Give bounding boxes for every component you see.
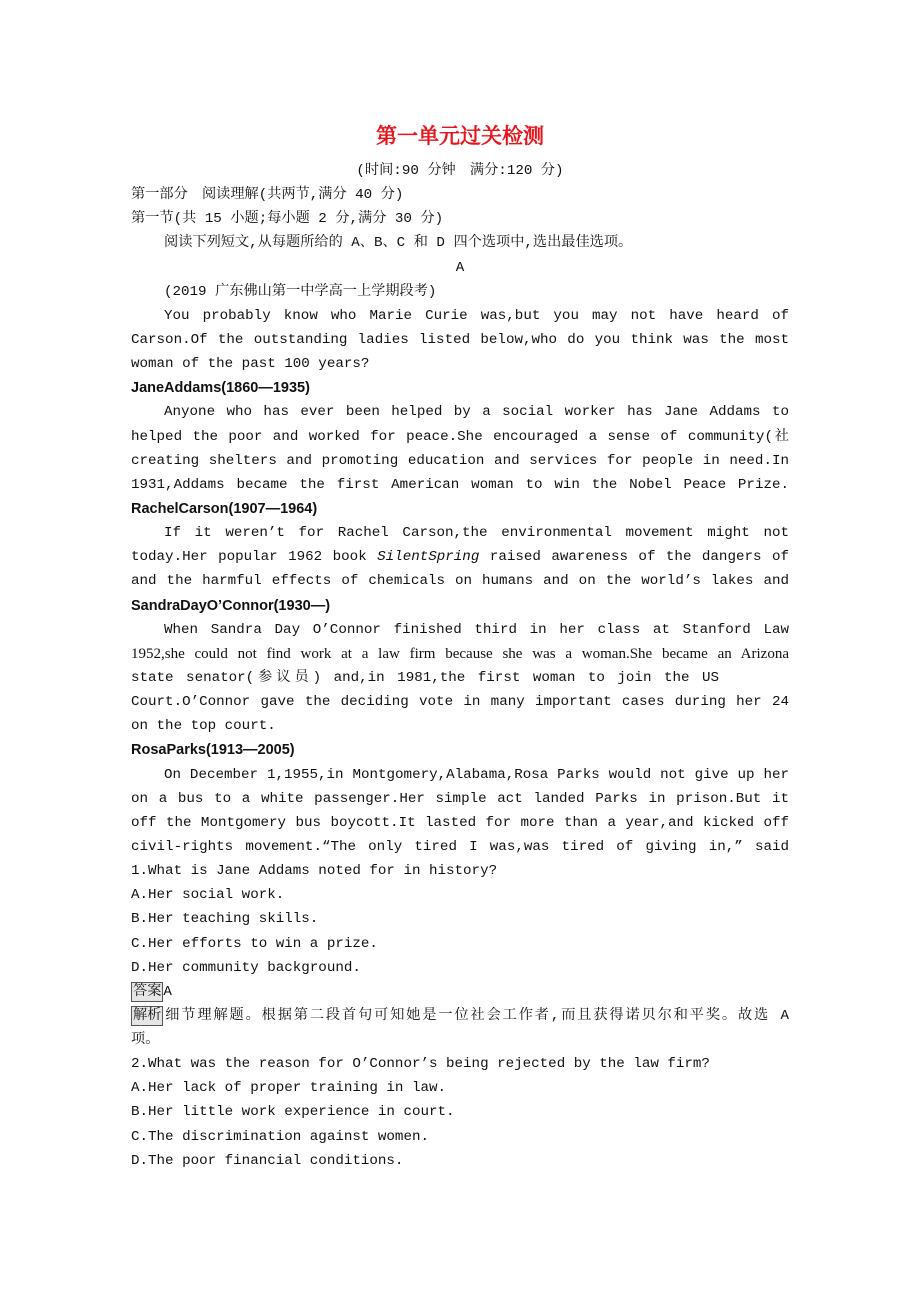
option: C.Her efforts to win a prize. — [131, 935, 378, 952]
heading-addams: JaneAddams(1860—1935) — [131, 380, 310, 397]
option: D.The poor financial conditions. — [131, 1152, 404, 1169]
intro-line: You probably know who Marie Curie was,but you may not have heard of — [164, 307, 789, 324]
text: raised awareness of the dangers of — [489, 549, 789, 566]
option: C.The discrimination against women. — [131, 1128, 429, 1145]
paragraph-line: on a bus to a white passenger.Her simple act landed Parks in prison.But it — [131, 790, 789, 807]
text: today.Her popular 1962 book — [131, 549, 378, 566]
passage-label: A — [455, 259, 465, 276]
paragraph-line: helped the poor and worked for peace.She encouraged a sense of community(社 — [131, 428, 789, 445]
analysis-text: 细节理解题。根据第二段首句可知她是一位社会工作者,而且获得诺贝尔和平奖。故选 A — [163, 1007, 789, 1024]
paragraph-line: Court.O’Connor gave the deciding vote in many important cases during her 24 — [131, 694, 789, 711]
paragraph-line: On December 1,1955,in Montgomery,Alabama,Rosa Parks would not give up her — [164, 766, 789, 783]
heading-parks: RosaParks(1913—2005) — [131, 742, 295, 759]
heading-carson: RachelCarson(1907—1964) — [131, 500, 318, 517]
analysis-line: 项。 — [131, 1032, 160, 1049]
answer-line — [131, 980, 789, 1004]
option: D.Her community background. — [131, 959, 361, 976]
paragraph-line — [131, 545, 789, 569]
paragraph-line: 1952,she could not find work at a law firm because she was a woman.She became an Arizona — [131, 645, 789, 662]
analysis-tag: 解析 — [133, 1007, 162, 1024]
paragraph-line: civil-rights movement.“The only tired I was,was tired of giving in,” said — [131, 838, 789, 855]
paragraph-line: If it weren’t for Rachel Carson,the environmental movement might not — [164, 525, 789, 542]
paragraph-line: creating shelters and promoting education and services for people in need.In — [131, 452, 789, 469]
answer-tag: 答案 — [133, 983, 162, 1000]
paragraph-line: When Sandra Day O’Connor finished third in her class at Stanford Law — [164, 621, 789, 638]
option: B.Her teaching skills. — [131, 911, 319, 928]
intro-line: Carson.Of the outstanding ladies listed below,who do you think was the most — [131, 331, 789, 348]
paragraph-line: state senator(参议员) and,in 1981,the first woman to join the US — [131, 669, 719, 686]
paragraph-line: off the Montgomery bus boycott.It lasted for more than a year,and kicked off — [131, 814, 789, 831]
page-title: 第一单元过关检测 — [376, 124, 544, 148]
document-body — [131, 159, 789, 1173]
exam-info: (时间:90 分钟 满分:120 分) — [356, 163, 564, 179]
intro-line: woman of the past 100 years? — [131, 356, 370, 373]
paragraph-line: Anyone who has ever been helped by a social worker has Jane Addams to — [164, 404, 789, 421]
option: A.Her social work. — [131, 887, 285, 904]
paragraph-line: on the top court. — [131, 718, 276, 735]
heading-oconnor: SandraDayO’Connor(1930—) — [131, 597, 331, 614]
paragraph-line: 1931,Addams became the first American woman to win the Nobel Peace Prize. — [131, 476, 789, 493]
part-heading: 第一部分 阅读理解(共两节,满分 40 分) — [131, 187, 404, 204]
analysis-line — [131, 1004, 789, 1028]
question-1: 1.What is Jane Addams noted for in history? — [131, 863, 498, 880]
paragraph-line: and the harmful effects of chemicals on humans and on the world’s lakes and — [131, 573, 789, 590]
option: A.Her lack of proper training in law. — [131, 1080, 447, 1097]
section-heading: 第一节(共 15 小题;每小题 2 分,满分 30 分) — [131, 211, 444, 228]
question-2: 2.What was the reason for O’Connor’s being rejected by the law firm? — [131, 1056, 710, 1073]
option: B.Her little work experience in court. — [131, 1104, 455, 1121]
book-title: SilentSpring — [377, 549, 480, 566]
answer-value: A — [163, 983, 172, 1000]
instruction: 阅读下列短文,从每题所给的 A、B、C 和 D 四个选项中,选出最佳选项。 — [164, 235, 633, 252]
passage-source: (2019 广东佛山第一中学高一上学期段考) — [164, 283, 437, 300]
